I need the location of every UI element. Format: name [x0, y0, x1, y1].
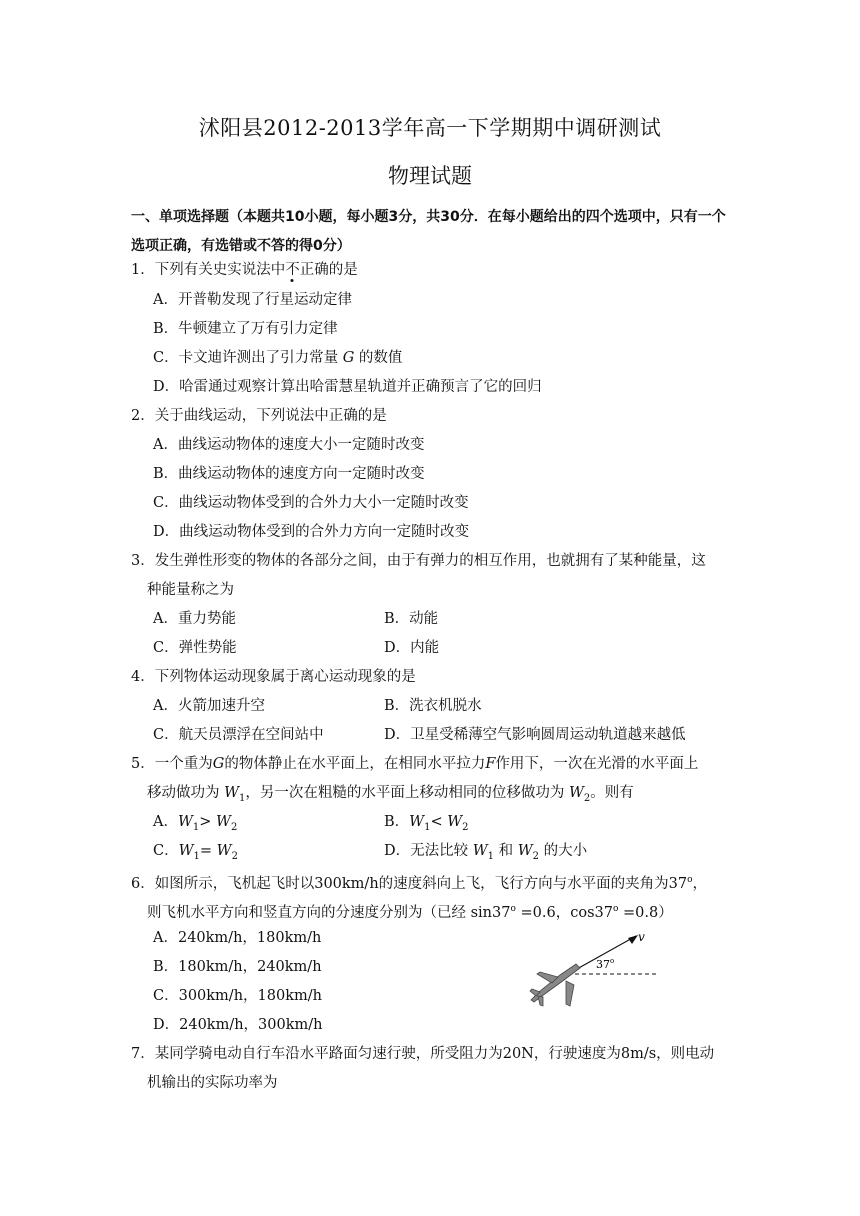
- airplane-icon: [530, 964, 580, 1006]
- section-heading: 一、单项选择题（本题共10小题，每小题3分，共30分．在每小题给出的四个选项中，只有一个选项正确，有选错或不答的得0分）: [131, 209, 726, 254]
- q1-option-a: A．开普勒发现了行星运动定律: [153, 292, 352, 308]
- q6-option-a: A．240km/h，180km/h: [153, 930, 322, 946]
- velocity-arrowhead: [628, 935, 638, 944]
- q5-option-b: B．$W_1< W_2$: [384, 814, 469, 833]
- exam-subtitle: 物理试题: [388, 164, 472, 188]
- airplane-velocity-figure: [520, 925, 670, 1025]
- question-5-stem-line1: 5．一个重为G的物体静止在水平面上，在相同水平拉力F作用下，一次在光滑的水平面上: [131, 756, 699, 772]
- question-5-stem-line2: 移动做功为 $W_1$，另一次在粗糙的水平面上移动相同的位移做功为 $W_2$。则有: [147, 785, 634, 804]
- q1-option-d: D．哈雷通过观察计算出哈雷慧星轨道并正确预言了它的回归: [153, 379, 542, 395]
- question-6-stem-line1: 6．如图所示，飞机起飞时以300km/h的速度斜向上飞，飞行方向与水平面的夹角为37$^o$，: [131, 875, 708, 892]
- question-2-stem: 2．关于曲线运动，下列说法中正确的是: [131, 408, 387, 424]
- q3-option-a: A．重力势能: [153, 611, 236, 627]
- q4-option-d: D．卫星受稀薄空气影响圆周运动轨道越来越低: [384, 727, 686, 743]
- question-1-stem: 1．下列有关史实说法中不正确的是: [131, 262, 358, 278]
- question-3-stem-line2: 种能量称之为: [147, 582, 234, 598]
- question-3-stem-line1: 3．发生弹性形变的物体的各部分之间，由于有弹力的相互作用，也就拥有了某种能量，这: [131, 553, 706, 569]
- question-7-stem-line1: 7．某同学骑电动自行车沿水平路面匀速行驶，所受阻力为20N，行驶速度为8m/s，则电动: [131, 1046, 715, 1062]
- exam-title: 沭阳县2012-2013学年高一下学期期中调研测试: [198, 116, 662, 140]
- q3-option-d: D．内能: [384, 640, 440, 656]
- q6-option-b: B．180km/h，240km/h: [153, 959, 322, 975]
- q1-option-c: C．卡文迪许测出了引力常量 G 的数值: [153, 350, 403, 366]
- q2-option-a: A．曲线运动物体的速度大小一定随时改变: [153, 437, 425, 453]
- q1-option-b: B．牛顿建立了万有引力定律: [153, 321, 338, 337]
- velocity-label: v: [638, 930, 645, 944]
- q2-option-b: B．曲线运动物体的速度方向一定随时改变: [153, 466, 425, 482]
- q5-option-d: D．无法比较 $W_1$ 和 $W_2$ 的大小: [384, 843, 588, 862]
- q3-option-c: C．弹性势能: [153, 640, 237, 656]
- question-4-stem: 4．下列物体运动现象属于离心运动现象的是: [131, 669, 416, 685]
- q5-option-c: C．$W_1= W_2$: [153, 843, 238, 862]
- q4-option-a: A．火箭加速升空: [153, 698, 265, 714]
- emphasis-dot-text: 不: [285, 262, 300, 278]
- q6-option-c: C．300km/h，180km/h: [153, 988, 322, 1004]
- q6-option-d: D．240km/h，300km/h: [153, 1017, 323, 1033]
- angle-label: 37$^o$: [596, 957, 615, 971]
- q2-option-c: C．曲线运动物体受到的合外力大小一定随时改变: [153, 495, 469, 511]
- q4-option-c: C．航天员漂浮在空间站中: [153, 727, 324, 743]
- q2-option-d: D．曲线运动物体受到的合外力方向一定随时改变: [153, 524, 470, 540]
- q5-option-a: A．$W_1> W_2$: [153, 814, 238, 833]
- question-7-stem-line2: 机输出的实际功率为: [147, 1075, 278, 1091]
- q3-option-b: B．动能: [384, 611, 439, 627]
- q4-option-b: B．洗衣机脱水: [384, 698, 482, 714]
- question-6-stem-line2: 则飞机水平方向和竖直方向的分速度分别为（已经 $\sin 37^o =0.6$，$\cos 37^o =0.8$）: [147, 904, 673, 921]
